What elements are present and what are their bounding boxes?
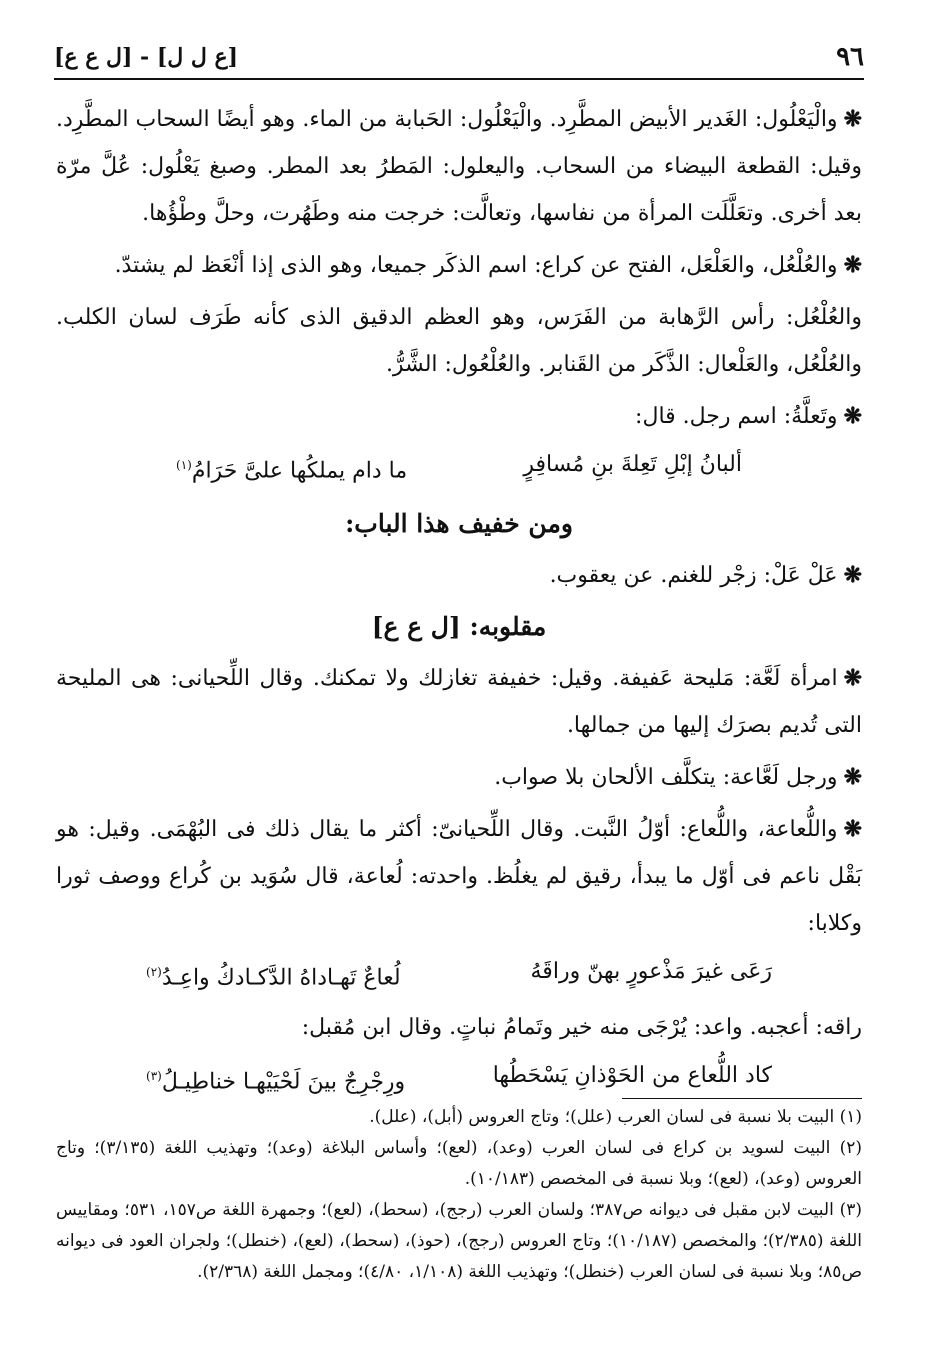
entry-star-icon: ❋ bbox=[843, 816, 862, 843]
verse-first-hemistich: ألبانُ إبْلِ تَعِلةَ بنِ مُسافِرٍ bbox=[523, 452, 742, 477]
entry-paragraph bbox=[56, 393, 862, 440]
entry-text: عَلْ عَلْ: زجْر للغنم. عن يعقوب. bbox=[549, 563, 838, 589]
entry-star-icon: ❋ bbox=[843, 106, 862, 132]
entry-star-icon: ❋ bbox=[843, 665, 862, 692]
entry-text: والعُلْعُل، والعَلْعَل، الفتح عن كراع: اسم الذكَر جميعا، وهو الذى إذا أنْعَظ لم يشتدّ. bbox=[114, 253, 838, 278]
entry-star-icon: ❋ bbox=[843, 562, 862, 589]
verse-line bbox=[56, 947, 862, 1003]
section-heading: ومن خفيف هذا الباب: bbox=[345, 509, 573, 539]
section-heading: مقلوبه: [ل ع ع] bbox=[371, 612, 547, 642]
footnotes bbox=[56, 1102, 862, 1288]
verse-second-text: لُعاعٌ تَهـاداهُ الدَّكـادكُ واعِـدُ bbox=[161, 965, 401, 991]
entry-star-icon: ❋ bbox=[843, 252, 862, 278]
entry-text: راقه: أعجبه. واعد: يُرْجَى منه خير وتَمامُ نباتٍ. وقال ابن مُقبل: bbox=[301, 1014, 862, 1040]
entry-paragraph bbox=[56, 655, 862, 749]
footnote-divider bbox=[622, 1098, 862, 1099]
footnote: (٣) البيت لابن مقبل فى ديوانه ص٣٨٧؛ ولسان العرب (رجج)، (سحط)، (لعع)؛ وجمهرة اللغة ص١٥٧، ٥٣١؛ ومقاييس اللغة (٢/٣٨٥)؛ والمخصص (١٠/١٨٧)؛ وتاج العروس (رجج)، (حوذ)، (سحط)، (لعع)، (خنطل)؛ ولجران العود فى ديوانه ص٨٥؛ وبلا نسبة فى لسان العرب (خنطل)؛ وتهذيب اللغة (١/١٠٨، ٤/٨٠)؛ ومجمل اللغة (٢/٣٦٨). bbox=[56, 1200, 863, 1282]
page-number: ٩٦ bbox=[836, 42, 864, 72]
entry-paragraph bbox=[56, 96, 862, 237]
entry-paragraph bbox=[56, 242, 862, 289]
footnote-marker: (٣) bbox=[146, 1068, 162, 1083]
footnote: (٢) البيت لسويد بن كراع فى لسان العرب (وعد)، (لعع)؛ وأساس البلاغة (وعد)؛ وتهذيب اللغة (٣/١٣٥)؛ وتاج العروس (وعد)، (لعع)؛ وبلا نسبة فى المخصص (١٠/١٨٣). bbox=[56, 1138, 862, 1189]
entry-text: امرأة لَعَّة: مَليحة عَفيفة. وقيل: خفيفة تغازلك ولا تمكنك. وقال اللِّحيانى: هى المليحة التى تُديم بصرَك إليها من جمالها. bbox=[56, 666, 862, 739]
verse-second-hemistich bbox=[176, 440, 407, 496]
verse-second-text: ما دام يملكُها علىَّ حَرَامُ bbox=[191, 458, 408, 484]
footnote-marker: (٢) bbox=[146, 965, 162, 980]
verse-first-hemistich: كاد اللُّعاع من الحَوْذانِ يَسْحَطُها bbox=[492, 1062, 772, 1088]
entry-text: واللُّعاعة، واللُّعاع: أوّلُ النَّبت. وقال اللِّحيانىّ: أكثر ما يقال ذلك فى البُهْمَى. وقيل: هو بَقْل ناعم فى أوّل ما يبدأ، رقيق لم يغلُظ. واحدته: لُعاعة، قال سُوَيد بن كُراع ووصف ثورا وكلابا: bbox=[56, 817, 862, 937]
entry-paragraph bbox=[56, 294, 862, 388]
entry-paragraph bbox=[56, 806, 862, 947]
entry-text: وتَعلَّةُ: اسم رجل. قال: bbox=[635, 404, 838, 429]
verse-second-hemistich bbox=[146, 1051, 405, 1107]
verse-line bbox=[56, 440, 862, 496]
page-header bbox=[54, 38, 864, 80]
footnote: (١) البيت بلا نسبة فى لسان العرب (علل)؛ وتاج العروس (أبل)، (علل). bbox=[369, 1107, 862, 1127]
page-body bbox=[56, 96, 862, 1107]
entry-star-icon: ❋ bbox=[843, 403, 862, 429]
entry-paragraph bbox=[56, 754, 862, 801]
entry-paragraph bbox=[56, 1004, 862, 1051]
entry-text: والعُلْعُل: رأس الرَّهابة من الفَرَس، وهو العظم الدقيق الذى كأنه طَرَف لسان الكلب. والعُلْعُل، والعَلْعال: الذَّكَر من القَنابر. والعُلْعُول: الشَّرُّ. bbox=[56, 305, 862, 377]
verse-second-text: ورِجْرِجٌ بينَ لَحْيَيْهـا خناطِيـلُ bbox=[161, 1068, 406, 1094]
verse-second-hemistich bbox=[146, 947, 401, 1003]
running-head: [ع ل ل] - [ل ع ع] bbox=[54, 44, 239, 70]
entry-paragraph bbox=[56, 552, 862, 599]
verse-first-hemistich: رَعَى غيرَ مَذْعورٍ بهنّ وراقَهُ bbox=[530, 959, 772, 985]
entry-text: ورجل لَعَّاعة: يتكلَّف الألحان بلا صواب. bbox=[494, 765, 838, 791]
entry-star-icon: ❋ bbox=[843, 764, 862, 791]
footnote-marker: (١) bbox=[176, 458, 192, 472]
entry-text: والْيَعْلُول: الغَدير الأبيض المطَّرِد. والْيَعْلُول: الحَبابة من الماء. وهو أيضًا السحاب المطَّرِد. وقيل: القطعة البيضاء من السحاب. واليعلول: المَطرُ بعد المطر. وصبغ يَعْلُول: عُلَّ مرّة بعد أخرى. وتعَلَّلَت المرأة من نفاسها، وتعالَّت: خرجت منه وطَهُرت، وحلَّ وطْؤُها. bbox=[56, 107, 862, 226]
